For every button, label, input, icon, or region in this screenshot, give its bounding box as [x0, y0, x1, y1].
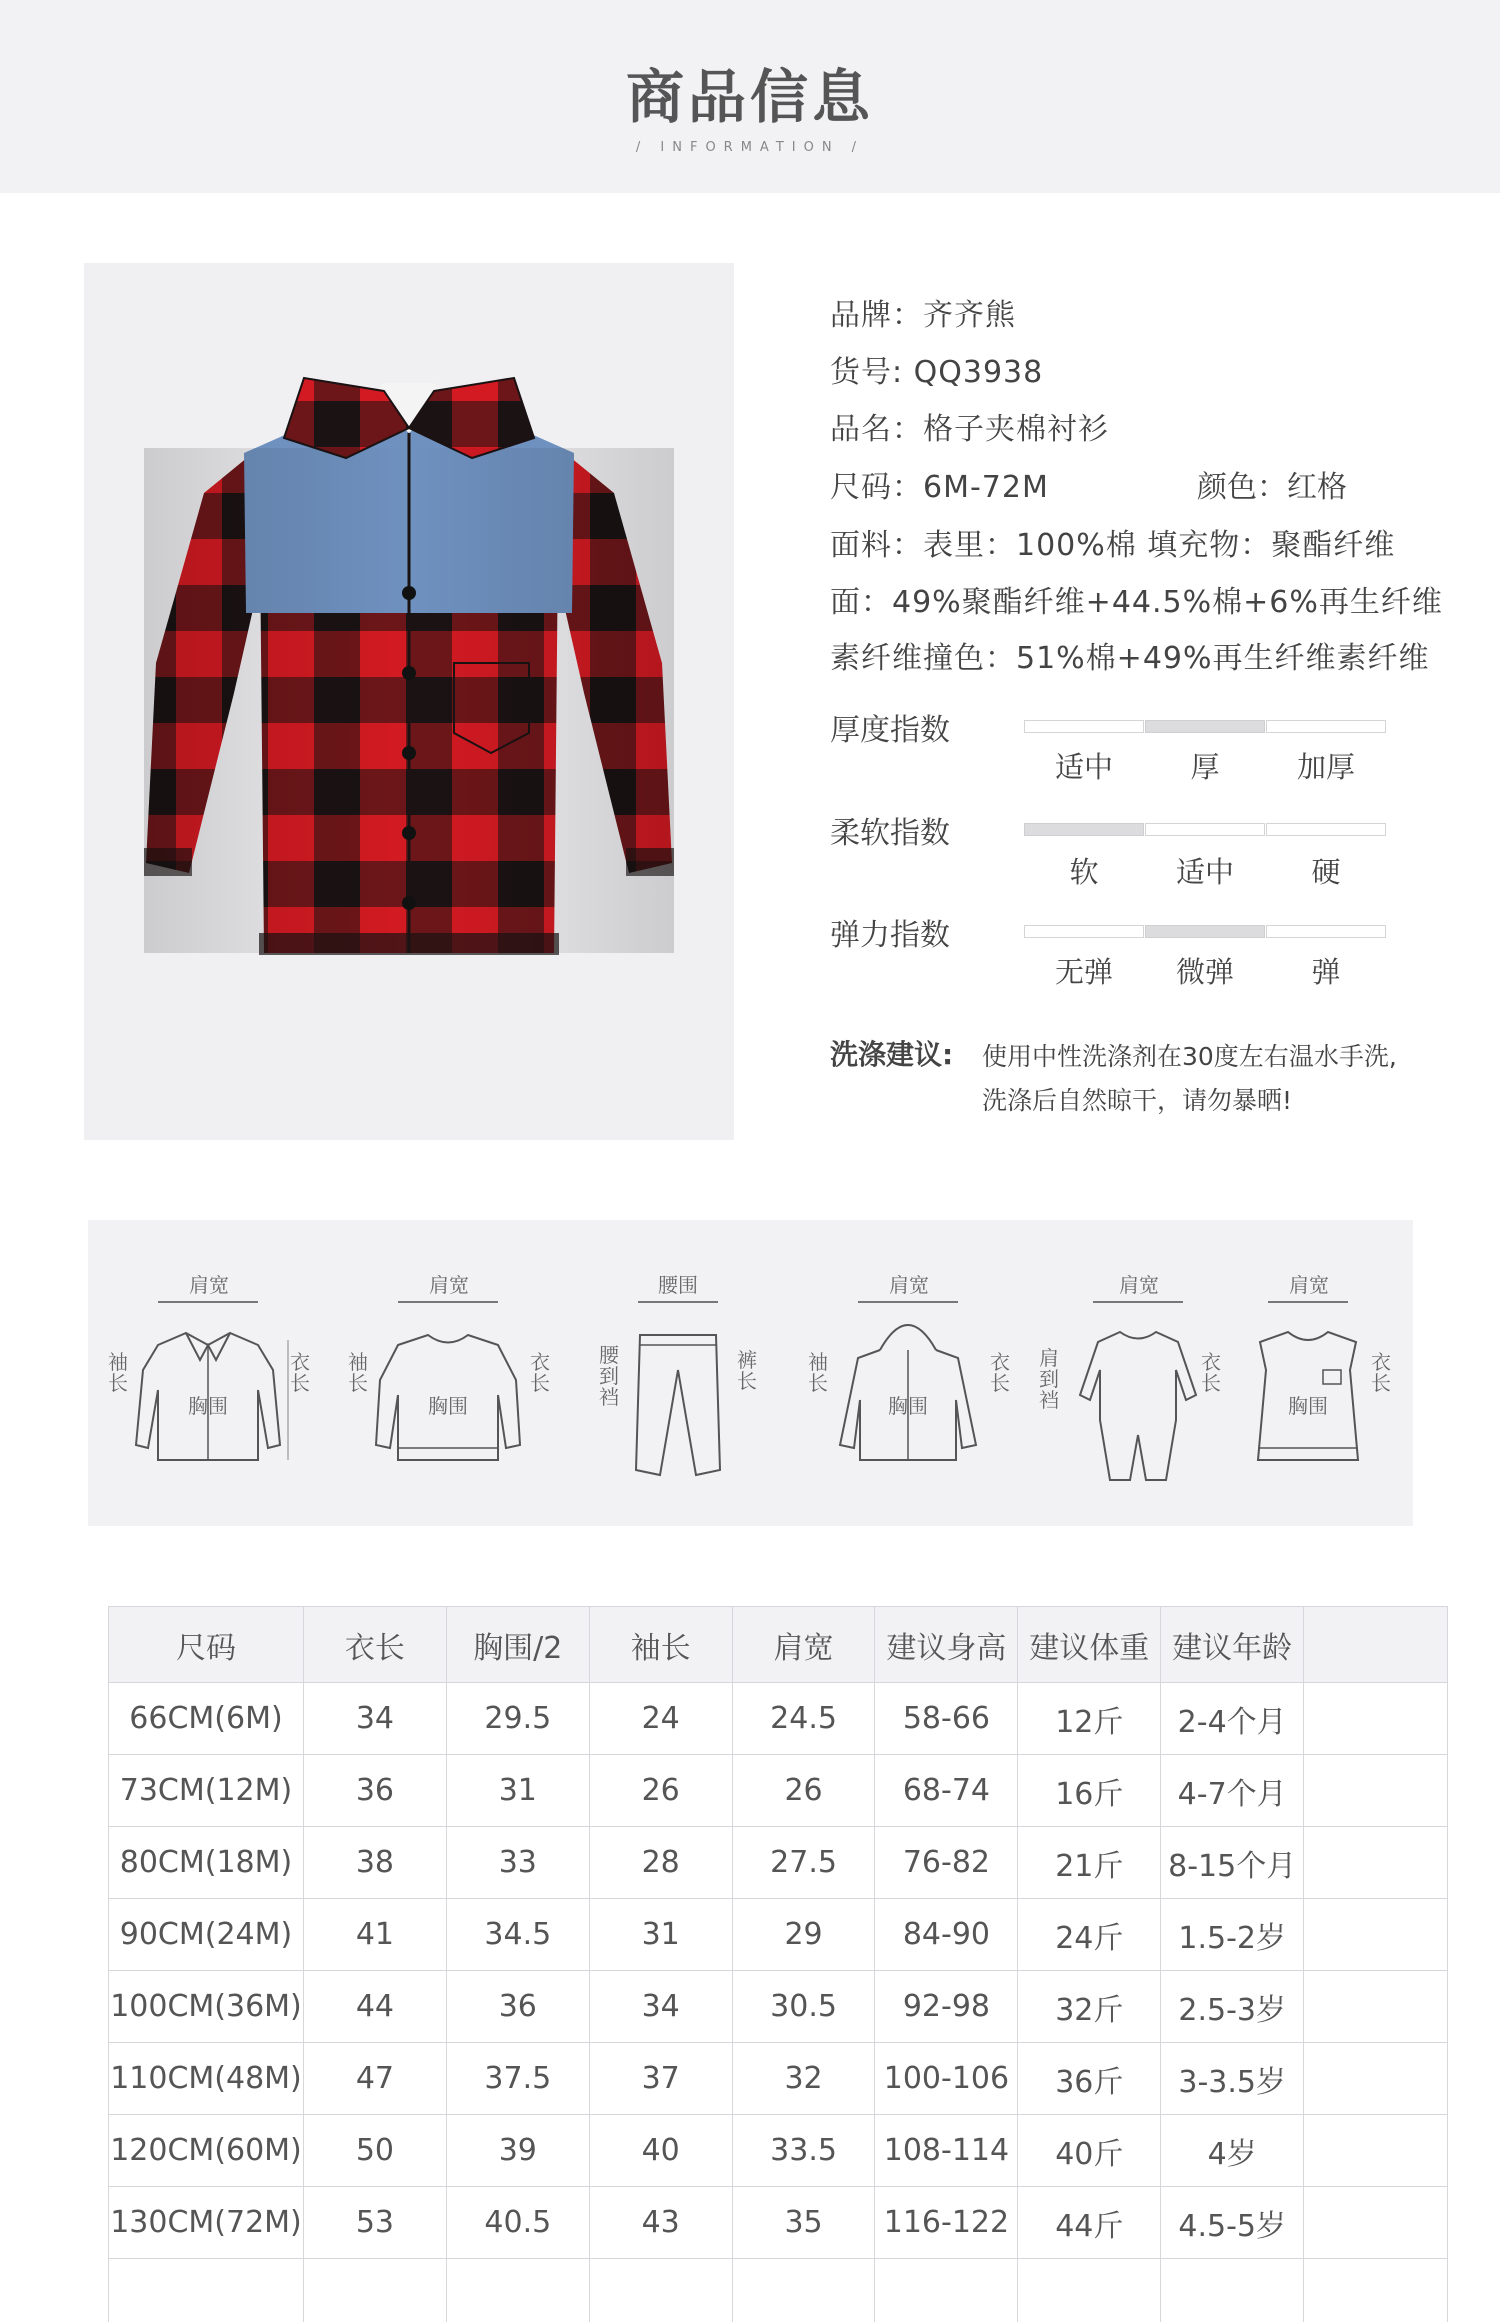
- index-scale: [1024, 720, 1386, 733]
- index-scale: [1024, 925, 1386, 938]
- table-cell: 53: [303, 2187, 446, 2259]
- table-cell: 39: [446, 2115, 589, 2187]
- table-cell: 36斤: [1018, 2043, 1161, 2115]
- index-scale: [1024, 823, 1386, 836]
- brand-line: 品牌：齐齐熊: [830, 298, 1016, 333]
- table-cell: 4.5-5岁: [1161, 2187, 1304, 2259]
- table-cell: 32: [732, 2043, 875, 2115]
- index-label: 厚度指数: [830, 713, 950, 748]
- table-row: [109, 2187, 1448, 2259]
- table-cell: 100-106: [875, 2043, 1018, 2115]
- table-cell: 1.5-2岁: [1161, 1899, 1304, 1971]
- table-cell: 41: [303, 1899, 446, 1971]
- header-cell: 尺码: [109, 1607, 304, 1683]
- table-cell: 26: [732, 1755, 875, 1827]
- table-cell: 4-7个月: [1161, 1755, 1304, 1827]
- pants-length-label: 裤长: [737, 1348, 757, 1393]
- chest-label: 胸围: [188, 1394, 228, 1418]
- table-cell: 31: [446, 1755, 589, 1827]
- table-cell: [1304, 1899, 1448, 1971]
- table-cell: 37.5: [446, 2043, 589, 2115]
- table-cell: 24: [589, 1683, 732, 1755]
- table-cell: [303, 2259, 446, 2322]
- shoulder-label: 肩宽: [1119, 1273, 1159, 1297]
- product-name-line: 品名：格子夹棉衬衫: [830, 412, 1109, 447]
- table-row: [109, 1755, 1448, 1827]
- scale-segment-selected: [1145, 720, 1265, 733]
- index-label: 柔软指数: [830, 816, 950, 851]
- table-cell: [589, 2259, 732, 2322]
- table-cell: 8-15个月: [1161, 1827, 1304, 1899]
- scale-segment-selected: [1145, 925, 1265, 938]
- scale-option: 加厚: [1296, 750, 1355, 784]
- scale-option: 微弹: [1175, 955, 1234, 989]
- table-cell: [1161, 2259, 1304, 2322]
- fabric-line-3: 素纤维撞色：51%棉+49%再生纤维素纤维: [830, 641, 1430, 676]
- size-range-line: 尺码：6M-72M: [830, 470, 1049, 505]
- sleeve-label: 袖长: [808, 1350, 828, 1395]
- table-cell: 38: [303, 1827, 446, 1899]
- chest-label: 胸围: [888, 1394, 928, 1418]
- chest-label: 胸围: [1288, 1394, 1328, 1418]
- table-cell: 40: [589, 2115, 732, 2187]
- table-cell: 2-4个月: [1161, 1683, 1304, 1755]
- scale-option: 厚: [1190, 750, 1220, 784]
- page-title: 商品信息: [625, 63, 874, 131]
- chest-label: 胸围: [428, 1394, 468, 1418]
- table-cell: 36: [303, 1755, 446, 1827]
- table-cell: 50: [303, 2115, 446, 2187]
- table-row: [109, 1971, 1448, 2043]
- vest-diagram: [1208, 1220, 1408, 1526]
- table-row-empty: [109, 2259, 1448, 2322]
- table-cell: 24斤: [1018, 1899, 1161, 1971]
- table-cell: 12斤: [1018, 1683, 1161, 1755]
- table-cell: 29: [732, 1899, 875, 1971]
- scale-segment: [1266, 823, 1386, 836]
- table-cell: 68-74: [875, 1755, 1018, 1827]
- table-cell: [446, 2259, 589, 2322]
- waist-label: 腰围: [658, 1273, 698, 1297]
- table-row: [109, 2043, 1448, 2115]
- header-cell: 袖长: [589, 1607, 732, 1683]
- color-line: 颜色：红格: [1197, 470, 1347, 505]
- wash-advice-label: 洗涤建议:: [830, 1038, 954, 1071]
- table-cell: 66CM(6M): [109, 1683, 304, 1755]
- fabric-line-2: 面：49%聚酯纤维+44.5%棉+6%再生纤维: [830, 585, 1443, 620]
- header-cell: 建议身高: [875, 1607, 1018, 1683]
- header-cell: 衣长: [303, 1607, 446, 1683]
- table-cell: [109, 2259, 304, 2322]
- table-cell: 27.5: [732, 1827, 875, 1899]
- index-label: 弹力指数: [830, 918, 950, 953]
- table-cell: 120CM(60M): [109, 2115, 304, 2187]
- scale-segment: [1024, 720, 1144, 733]
- table-cell: 35: [732, 2187, 875, 2259]
- table-cell: 100CM(36M): [109, 1971, 304, 2043]
- table-cell: 2.5-3岁: [1161, 1971, 1304, 2043]
- table-cell: 108-114: [875, 2115, 1018, 2187]
- shirt-diagram: [108, 1220, 308, 1526]
- scale-segment: [1266, 720, 1386, 733]
- table-row: [109, 2115, 1448, 2187]
- page-subtitle: / INFORMATION /: [635, 140, 865, 155]
- table-cell: 110CM(48M): [109, 2043, 304, 2115]
- table-cell: 43: [589, 2187, 732, 2259]
- scale-option: 硬: [1311, 855, 1341, 889]
- table-row: [109, 1899, 1448, 1971]
- table-header-row: [109, 1607, 1448, 1683]
- header-cell: [1304, 1607, 1448, 1683]
- table-cell: [1304, 1683, 1448, 1755]
- table-cell: 34: [589, 1971, 732, 2043]
- table-cell: 29.5: [446, 1683, 589, 1755]
- scale-option: 适中: [1054, 750, 1113, 784]
- table-cell: 26: [589, 1755, 732, 1827]
- table-cell: 28: [589, 1827, 732, 1899]
- table-cell: 116-122: [875, 2187, 1018, 2259]
- table-cell: 33.5: [732, 2115, 875, 2187]
- shoulder-label: 肩宽: [1289, 1273, 1329, 1297]
- sweater-outline-icon: [348, 1220, 548, 1526]
- waist-to-crotch-label: 腰到裆: [599, 1343, 619, 1409]
- table-cell: [1304, 2043, 1448, 2115]
- length-label: 衣长: [1201, 1350, 1221, 1395]
- table-cell: 16斤: [1018, 1755, 1161, 1827]
- table-cell: 90CM(24M): [109, 1899, 304, 1971]
- sweater-diagram: [348, 1220, 548, 1526]
- scale-option: 软: [1069, 855, 1099, 889]
- sleeve-label: 袖长: [348, 1350, 368, 1395]
- table-cell: [1304, 2187, 1448, 2259]
- table-cell: 4岁: [1161, 2115, 1304, 2187]
- measurement-diagrams: [88, 1220, 1413, 1526]
- shirt-outline-icon: [108, 1220, 308, 1526]
- length-label: 衣长: [290, 1350, 310, 1395]
- table-cell: [1304, 1755, 1448, 1827]
- table-cell: 21斤: [1018, 1827, 1161, 1899]
- sku-line: 货号: QQ3938: [830, 355, 1044, 390]
- table-row: [109, 1827, 1448, 1899]
- size-chart: [108, 1606, 1448, 2322]
- table-cell: 40.5: [446, 2187, 589, 2259]
- table-cell: 36: [446, 1971, 589, 2043]
- table-cell: 130CM(72M): [109, 2187, 304, 2259]
- length-label: 衣长: [530, 1350, 550, 1395]
- table-cell: 34: [303, 1683, 446, 1755]
- wash-advice-line-2: 洗涤后自然晾干，请勿暴晒!: [982, 1086, 1293, 1115]
- hoodie-outline-icon: [808, 1220, 1008, 1526]
- scale-segment: [1266, 925, 1386, 938]
- wash-advice-line-1: 使用中性洗涤剂在30度左右温水手洗,: [982, 1042, 1397, 1071]
- scale-option: 适中: [1175, 855, 1234, 889]
- scale-segment: [1145, 823, 1265, 836]
- shoulder-label: 肩宽: [189, 1273, 229, 1297]
- pants-diagram: [578, 1220, 778, 1526]
- table-cell: [1304, 2259, 1448, 2322]
- fabric-line-1: 面料：表里：100%棉 填充物：聚酯纤维: [830, 528, 1396, 563]
- table-cell: 58-66: [875, 1683, 1018, 1755]
- scale-option: 弹: [1311, 955, 1341, 989]
- scale-option: 无弹: [1054, 955, 1113, 989]
- scale-segment: [1024, 925, 1144, 938]
- length-label: 衣长: [990, 1350, 1010, 1395]
- table-cell: 76-82: [875, 1827, 1018, 1899]
- shoulder-label: 肩宽: [889, 1273, 929, 1297]
- shoulder-label: 肩宽: [429, 1273, 469, 1297]
- table-cell: 30.5: [732, 1971, 875, 2043]
- table-cell: 44: [303, 1971, 446, 2043]
- table-cell: 31: [589, 1899, 732, 1971]
- table-cell: 92-98: [875, 1971, 1018, 2043]
- product-photo: [84, 263, 734, 1140]
- plaid-shirt-illustration: [84, 263, 734, 1140]
- table-cell: 84-90: [875, 1899, 1018, 1971]
- table-cell: 24.5: [732, 1683, 875, 1755]
- table-cell: 80CM(18M): [109, 1827, 304, 1899]
- table-cell: 32斤: [1018, 1971, 1161, 2043]
- table-cell: [1018, 2259, 1161, 2322]
- sleeve-label: 袖长: [108, 1350, 128, 1395]
- table-cell: [1304, 1971, 1448, 2043]
- table-cell: [732, 2259, 875, 2322]
- table-cell: 47: [303, 2043, 446, 2115]
- table-cell: [875, 2259, 1018, 2322]
- table-cell: 3-3.5岁: [1161, 2043, 1304, 2115]
- table-cell: [1304, 2115, 1448, 2187]
- header-cell: 建议年龄: [1161, 1607, 1304, 1683]
- table-row: [109, 1683, 1448, 1755]
- header-cell: 胸围/2: [446, 1607, 589, 1683]
- table-cell: 73CM(12M): [109, 1755, 304, 1827]
- shoulder-to-crotch-label: 肩到裆: [1039, 1346, 1059, 1412]
- size-table: [108, 1606, 1448, 2322]
- scale-segment-selected: [1024, 823, 1144, 836]
- table-cell: 44斤: [1018, 2187, 1161, 2259]
- table-cell: 34.5: [446, 1899, 589, 1971]
- table-cell: 37: [589, 2043, 732, 2115]
- length-label: 衣长: [1371, 1350, 1391, 1395]
- header-cell: 肩宽: [732, 1607, 875, 1683]
- table-cell: 40斤: [1018, 2115, 1161, 2187]
- table-cell: [1304, 1827, 1448, 1899]
- header-banner: [0, 0, 1500, 193]
- table-cell: 33: [446, 1827, 589, 1899]
- header-cell: 建议体重: [1018, 1607, 1161, 1683]
- hoodie-diagram: [808, 1220, 1008, 1526]
